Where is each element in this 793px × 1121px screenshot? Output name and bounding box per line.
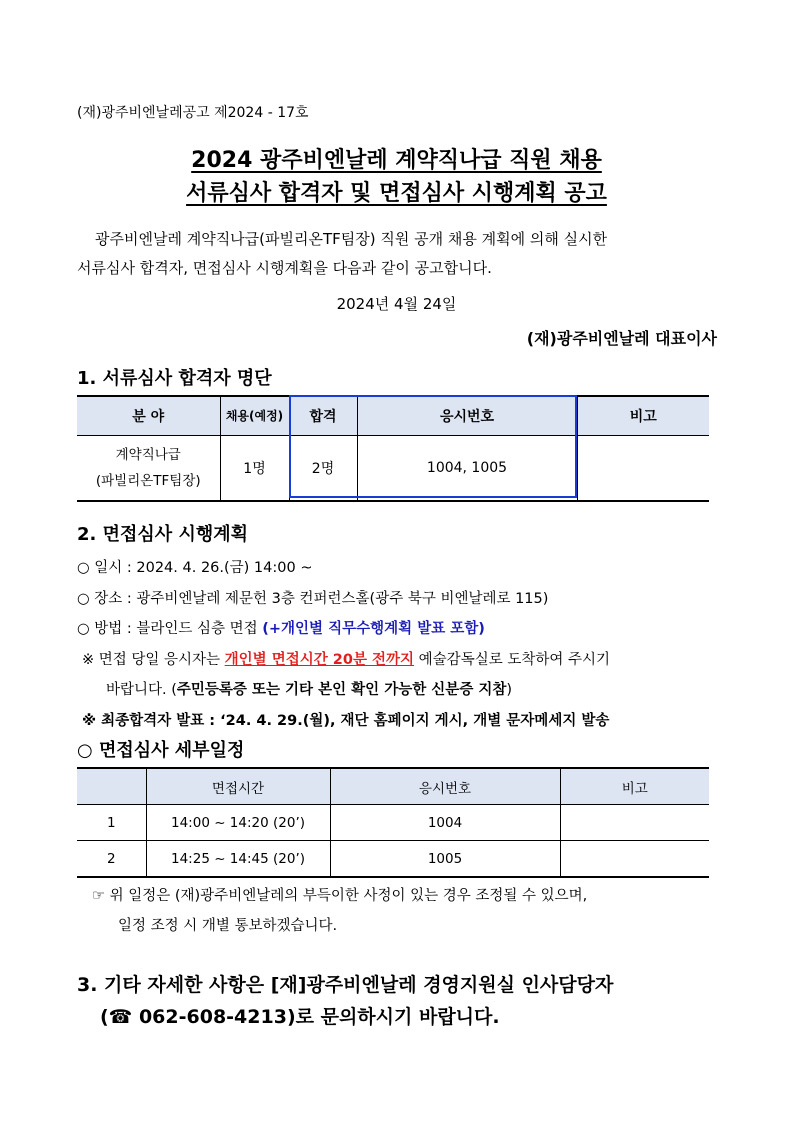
announcement-number: (재)광주비엔날레공고 제2024 - 17호 bbox=[77, 105, 309, 121]
section-3-line-1: 3. 기타 자세한 사항은 [재]광주비엔날레 경영지원실 인사담당자 bbox=[77, 974, 614, 996]
schedule-table bbox=[77, 767, 709, 878]
schedule-note bbox=[560, 805, 709, 841]
schedule-footnote-2: 일정 조정 시 개별 통보하겠습니다. bbox=[118, 918, 338, 934]
section-1-heading: 1. 서류심사 합격자 명단 bbox=[77, 368, 272, 389]
intro-line-1: 광주비엔날레 계약직나급(파빌리온TF팀장) 직원 공개 채용 계획에 의해 실시한 bbox=[95, 230, 608, 248]
cell-planned: 1명 bbox=[220, 436, 289, 502]
header-field: 분 야 bbox=[77, 396, 220, 436]
schedule-time: 14:25 ~ 14:45 (20’) bbox=[146, 841, 330, 878]
header-passed: 합격 bbox=[289, 396, 357, 436]
title-line-2: 서류심사 합격자 및 면접심사 시행계획 공고 bbox=[186, 181, 607, 206]
schedule-number: 1005 bbox=[330, 841, 560, 878]
schedule-heading: ○ 면접심사 세부일정 bbox=[77, 740, 245, 761]
cell-note bbox=[577, 436, 709, 502]
method-text: ○ 방법 : 블라인드 심층 면접 bbox=[77, 621, 263, 637]
signer: (재)광주비엔날레 대표이사 bbox=[526, 329, 717, 348]
header-note: 비고 bbox=[577, 396, 709, 436]
interview-datetime: ○ 일시 : 2024. 4. 26.(금) 14:00 ~ bbox=[77, 560, 313, 576]
intro-line-2: 서류심사 합격자, 면접심사 시행계획을 다음과 같이 공고합니다. bbox=[77, 259, 492, 277]
cell-numbers: 1004, 1005 bbox=[357, 436, 577, 502]
header-planned bbox=[220, 396, 289, 436]
method-highlight: (+개인별 직무수행계획 발표 포함) bbox=[262, 621, 485, 637]
interview-place: ○ 장소 : 광주비엔날레 제문헌 3층 컨퍼런스홀(광주 북구 비엔날레로 115) bbox=[77, 591, 549, 607]
schedule-time: 14:00 ~ 14:20 (20’) bbox=[146, 805, 330, 841]
schedule-header-note: 비고 bbox=[560, 768, 709, 805]
header-number: 응시번호 bbox=[357, 396, 577, 436]
schedule-no: 2 bbox=[77, 841, 146, 878]
title-line-1: 2024 광주비엔날레 계약직나급 직원 채용 bbox=[191, 148, 602, 173]
schedule-note bbox=[560, 841, 709, 878]
highlight-box bbox=[289, 395, 577, 498]
section-2-heading: 2. 면접심사 시행계획 bbox=[77, 524, 248, 545]
cell-field-line-1: 계약직나급 bbox=[115, 447, 181, 463]
cell-passed: 2명 bbox=[289, 436, 357, 502]
id-notice-bold: 주민등록증 또는 기타 본인 확인 가능한 신분증 지참 bbox=[176, 682, 507, 698]
notice-prefix: ※ 면접 당일 응시자는 bbox=[82, 652, 225, 668]
id-notice-suffix: ) bbox=[506, 682, 513, 698]
schedule-no: 1 bbox=[77, 805, 146, 841]
schedule-header-no bbox=[77, 768, 146, 805]
id-notice bbox=[106, 678, 512, 699]
arrival-notice bbox=[82, 648, 610, 669]
id-notice-prefix: 바랍니다. ( bbox=[106, 682, 177, 698]
interview-method bbox=[77, 617, 485, 638]
notice-suffix: 예술감독실로 도착하여 주시기 bbox=[414, 652, 610, 668]
section-3-line-2: (☎ 062-608-4213)로 문의하시기 바랍니다. bbox=[100, 1006, 500, 1028]
cell-field bbox=[77, 436, 220, 502]
schedule-header-number: 응시번호 bbox=[330, 768, 560, 805]
cell-field-line-2: (파빌리온TF팀장) bbox=[95, 473, 201, 489]
final-notice: ※ 최종합격자 발표 : ‘24. 4. 29.(월), 재단 홈페이지 게시, 개별 문자메세지 발송 bbox=[82, 713, 610, 729]
announcement-date: 2024년 4월 24일 bbox=[336, 295, 457, 313]
header-planned-text: 채용(예정) bbox=[225, 409, 284, 423]
schedule-footnote-1: ☞ 위 일정은 (재)광주비엔날레의 부득이한 사정이 있는 경우 조정될 수 있으며, bbox=[92, 888, 588, 904]
schedule-number: 1004 bbox=[330, 805, 560, 841]
schedule-header-time: 면접시간 bbox=[146, 768, 330, 805]
notice-red: 개인별 면접시간 20분 전까지 bbox=[224, 652, 415, 668]
